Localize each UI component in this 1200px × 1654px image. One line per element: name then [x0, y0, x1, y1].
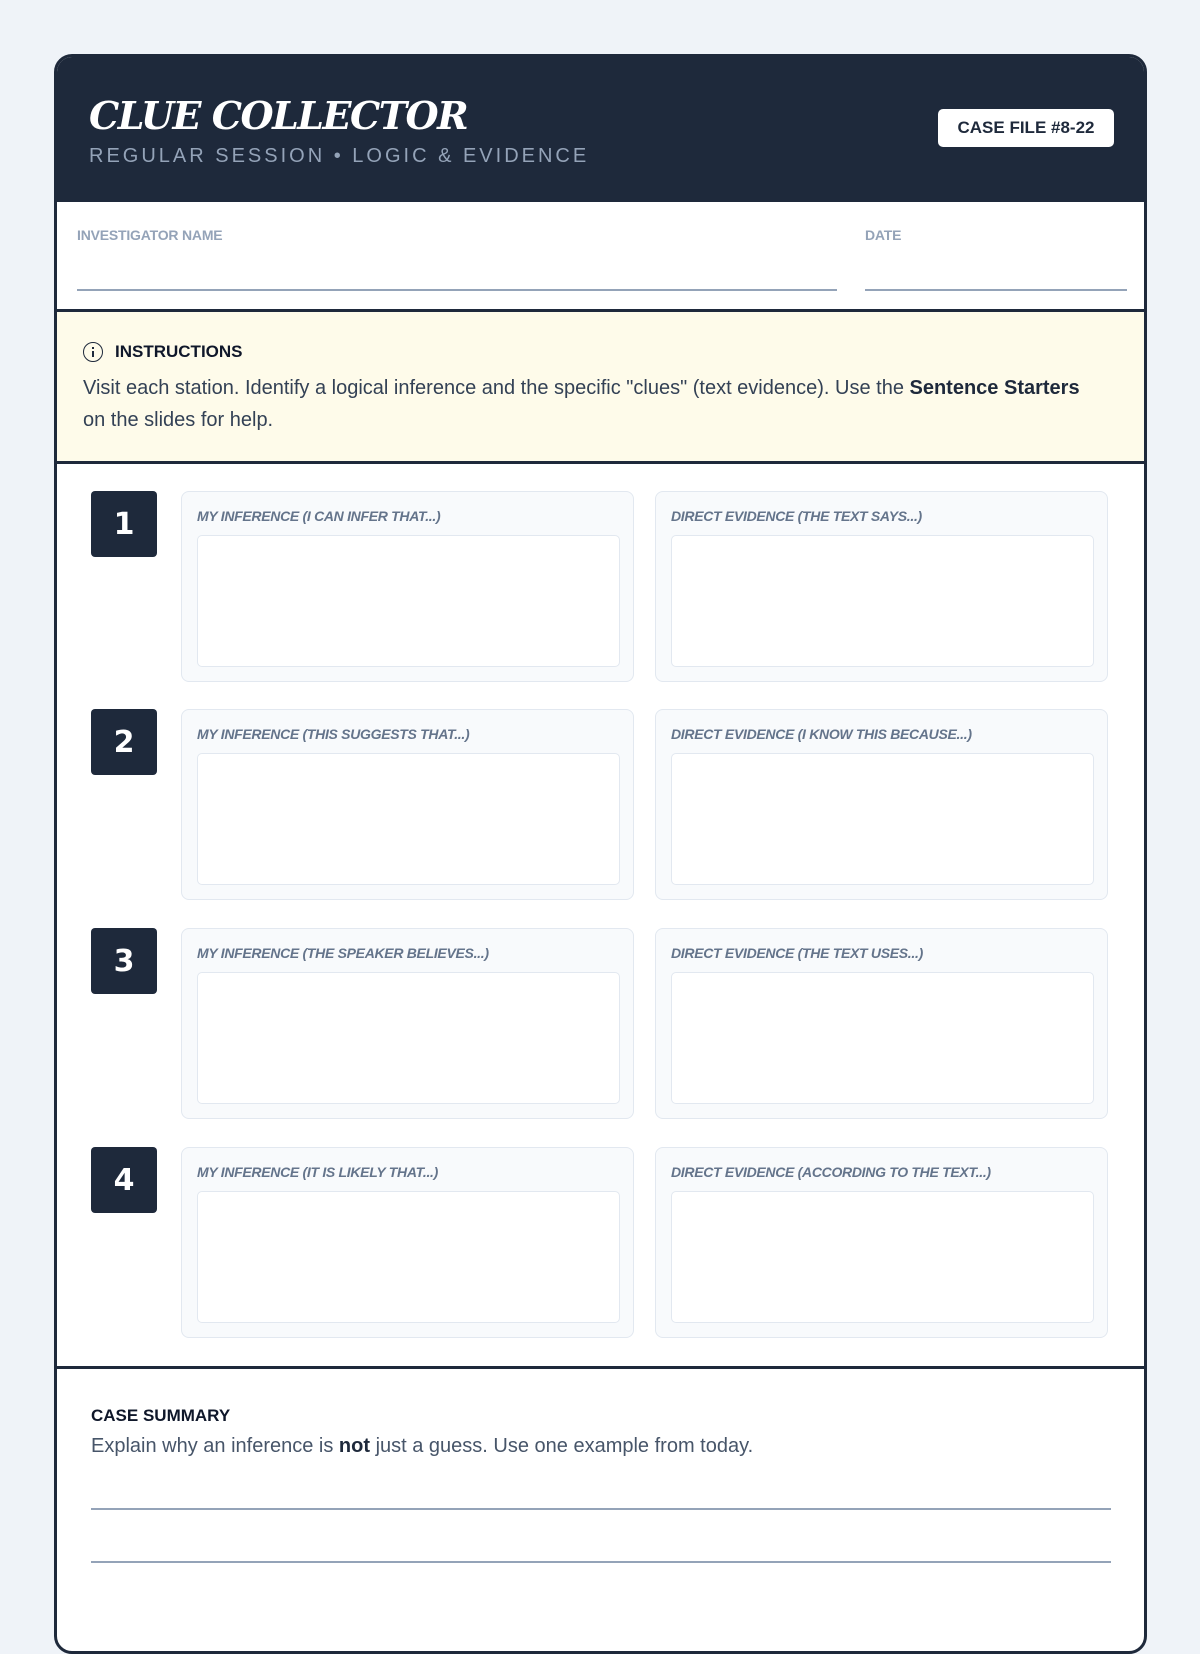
instructions-text-part: Visit each station. Identify a logical inference and the specific "clues" (text evidence). Use the [83, 377, 910, 399]
inference-card [181, 1147, 634, 1338]
evidence-answer-box[interactable] [671, 1191, 1094, 1323]
inference-answer-box[interactable] [197, 535, 620, 667]
inference-answer-box[interactable] [197, 972, 620, 1104]
instructions-panel [57, 312, 1144, 464]
inference-label: MY INFERENCE (I CAN INFER THAT...) [197, 508, 441, 524]
station-3 [57, 928, 1144, 1120]
station-number: 2 [91, 709, 157, 775]
station-2 [57, 709, 1144, 901]
inference-label: MY INFERENCE (THIS SUGGESTS THAT...) [197, 726, 470, 742]
sentence-starters-emphasis: Sentence Starters [909, 377, 1080, 399]
inference-card [181, 709, 634, 900]
evidence-card [655, 1147, 1108, 1338]
not-emphasis: not [338, 1435, 371, 1457]
station-number: 1 [91, 491, 157, 557]
evidence-answer-box[interactable] [671, 535, 1094, 667]
worksheet-header [57, 57, 1144, 202]
station-1 [57, 491, 1144, 683]
evidence-label: DIRECT EVIDENCE (THE TEXT USES...) [671, 945, 923, 961]
inference-card [181, 928, 634, 1119]
station-4 [57, 1147, 1144, 1339]
evidence-label: DIRECT EVIDENCE (I KNOW THIS BECAUSE...) [671, 726, 972, 742]
case-summary-prompt-part: Explain why an inference is [91, 1435, 339, 1457]
evidence-answer-box[interactable] [671, 972, 1094, 1104]
evidence-label: DIRECT EVIDENCE (THE TEXT SAYS...) [671, 508, 922, 524]
summary-answer-line-1[interactable] [91, 1508, 1111, 1510]
summary-answer-line-2[interactable] [91, 1561, 1111, 1563]
investigator-name-field[interactable] [77, 289, 837, 291]
evidence-label: DIRECT EVIDENCE (ACCORDING TO THE TEXT...) [671, 1164, 991, 1180]
case-summary-title: CASE SUMMARY [91, 1406, 231, 1425]
investigator-name-label: INVESTIGATOR NAME [77, 227, 223, 243]
info-icon [83, 342, 103, 362]
case-summary-prompt-part: just a guess. Use one example from today. [370, 1435, 754, 1457]
case-summary-prompt [91, 1435, 753, 1458]
worksheet-title: CLUE COLLECTOR [89, 93, 468, 138]
instructions-title: INSTRUCTIONS [115, 342, 243, 361]
evidence-card [655, 491, 1108, 682]
instructions-text [83, 372, 1094, 436]
instructions-heading [83, 342, 243, 362]
date-field[interactable] [865, 289, 1127, 291]
station-number: 4 [91, 1147, 157, 1213]
evidence-card [655, 709, 1108, 900]
date-label: DATE [865, 227, 902, 243]
station-number: 3 [91, 928, 157, 994]
inference-card [181, 491, 634, 682]
instructions-text-part: on the slides for help. [83, 409, 274, 431]
case-summary-section [57, 1369, 1144, 1609]
case-file-badge: CASE FILE #8-22 [938, 109, 1114, 147]
stations-section [57, 464, 1144, 1369]
inference-answer-box[interactable] [197, 753, 620, 885]
evidence-answer-box[interactable] [671, 753, 1094, 885]
inference-answer-box[interactable] [197, 1191, 620, 1323]
inference-label: MY INFERENCE (IT IS LIKELY THAT...) [197, 1164, 438, 1180]
worksheet-subtitle: REGULAR SESSION • LOGIC & EVIDENCE [89, 145, 590, 167]
inference-label: MY INFERENCE (THE SPEAKER BELIEVES...) [197, 945, 489, 961]
worksheet [54, 54, 1147, 1654]
name-date-row [57, 202, 1144, 312]
evidence-card [655, 928, 1108, 1119]
